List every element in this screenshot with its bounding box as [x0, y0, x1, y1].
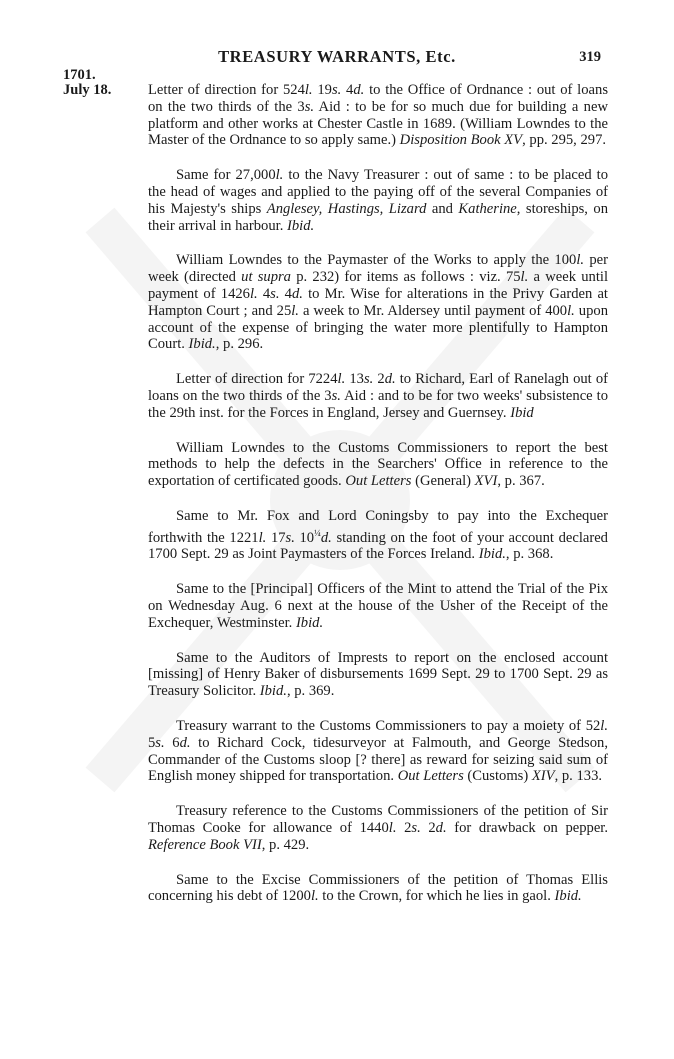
entry-text: Same to the [Principal] Officers of the Mint to attend the Trial of the Pix on Wednesday Aug. 6 next at the house of the Usher of the Receipt of the Exchequer, Westminster. [148, 581, 608, 631]
entry-text: to Richard Cock, tidesurveyor at Falmouth, and George Stedson, Commander of the Customs sloop [? there] as reward for seizing said sum of English money shipped for transportation. [148, 734, 608, 785]
entry-text: , p. 369. [286, 683, 335, 700]
warrant-entry [148, 650, 608, 700]
entry-text: for drawback on pepper. [446, 819, 609, 836]
italic-text: d. [435, 819, 447, 836]
warrant-entry [148, 371, 608, 421]
entry-text: 10 [294, 529, 315, 546]
entry-text: a week until payment of 1426 [148, 269, 608, 302]
entry-text: per week (directed [148, 252, 608, 286]
entry-text: standing on the foot of your account declared 1700 Sept. 29 as Joint Paymasters of the Forces Ireland. [148, 529, 608, 563]
entry-text: 17 [266, 529, 286, 546]
italic-text: Ibid. [478, 546, 506, 563]
italic-text: XIV [531, 768, 555, 785]
entry-text: , p. 296. [215, 336, 264, 353]
entry-text: , p. 367. [497, 473, 545, 490]
entry-text: , p. 368. [505, 546, 554, 563]
warrant-entry [148, 872, 608, 906]
italic-text: Katherine [458, 200, 517, 217]
entry-text: Treasury reference to the Customs Commissioners of the petition of Sir Thomas Cooke for allowance of 1440 [148, 803, 608, 836]
italic-text: l. [291, 302, 299, 319]
entry-text: Same for 27,000 [176, 167, 276, 184]
entry-text: , p. 429. [261, 836, 310, 853]
warrant-entry [148, 167, 608, 234]
entry-text: p. 232) for items as follows : viz. 75 [290, 269, 521, 286]
entry-text: to the Crown, for which he lies in gaol. [318, 888, 555, 905]
italic-text: Reference Book VII [148, 836, 262, 853]
italic-text: l. [275, 167, 284, 184]
warrant-entry [148, 581, 608, 631]
warrant-entry [148, 252, 608, 353]
italic-text: s. [331, 82, 342, 98]
italic-text: Disposition Book XV [399, 132, 523, 149]
page-header [0, 47, 674, 69]
entry-text: Letter of direction for 524 [148, 82, 305, 98]
entry-text: Letter of direction for 7224 [176, 371, 338, 388]
entry-text: Treasury warrant to the Customs Commissioners to pay a moiety of 52 [176, 717, 601, 734]
entry-text: 13 [345, 371, 364, 388]
italic-text: Ibid. [188, 336, 216, 353]
italic-text: Ibid. [295, 614, 324, 631]
entry-text: a week to Mr. Aldersey until payment of 400 [298, 302, 568, 319]
italic-text: d. [179, 734, 191, 751]
entry-text: Aid : to be for so much due for building a new platform and other works at Chester Castle in 1689. (William Lowndes to the Master of the Ordnance to so apply same.) [148, 98, 608, 149]
entry-text: Aid : and to be for two weeks' subsistence to the 29th inst. for the Forces in England, Jersey and Guernsey. [148, 387, 608, 421]
italic-text: s. [285, 529, 295, 546]
italic-text: l. [249, 285, 258, 302]
page-number: 319 [579, 49, 601, 65]
italic-text: Out Letters [397, 768, 464, 785]
italic-text: l. [258, 529, 267, 546]
italic-text: d. [353, 82, 365, 98]
entry-text: 6 [164, 734, 180, 751]
entry-text: 2 [373, 371, 385, 388]
entry-text: and [426, 200, 459, 217]
entry-text: 4 [279, 285, 292, 302]
italic-text: s. [270, 285, 280, 302]
entries-column [148, 82, 608, 923]
entry-text: Same to the Excise Commissioners of the petition of Thomas Ellis concerning his debt of 1200 [148, 871, 608, 905]
italic-text: l. [388, 819, 397, 836]
entry-text: to Richard, Earl of Ranelagh out of loans on the two thirds of the 3 [148, 371, 608, 404]
entry-text: to Mr. Wise for alterations in the Privy Garden at Hampton Court ; and 25 [148, 285, 608, 319]
entry-text: 4 [257, 285, 271, 302]
italic-text: l. [337, 371, 346, 388]
italic-text: l. [304, 82, 313, 98]
italic-text: s. [331, 387, 341, 404]
warrant-entry [148, 803, 608, 853]
entry-text: , storeships, on their arrival in harbour. [148, 200, 609, 234]
entry-text: Same to the Auditors of Imprests to report on the enclosed account [missing] of Henry Baker of disbursements 1699 Sept. 29 to 1700 Sept. 29 as Treasury Solicitor. [148, 649, 608, 700]
warrant-entry [148, 82, 608, 149]
entry-text: William Lowndes to the Customs Commissioners to report the best methods to help the defects in the Searchers' Office in reference to the exportation of certificated goods. [148, 439, 608, 490]
entry-text: (Customs) [463, 768, 532, 785]
italic-text: s. [155, 734, 165, 751]
italic-text: ut supra [241, 269, 291, 286]
italic-text: d. [384, 371, 396, 388]
entry-text: to the Office of Ordnance : out of loans on the two thirds of the 3 [148, 82, 608, 115]
warrant-entry [148, 440, 608, 490]
entry-text: William Lowndes to the Paymaster of the Works to apply the 100 [176, 252, 577, 269]
italic-text: d. [320, 529, 332, 546]
italic-text: l. [567, 302, 575, 319]
entry-text: , pp. 295, 297. [522, 132, 607, 149]
italic-text: l. [576, 252, 585, 269]
italic-text: Out Letters [345, 473, 412, 490]
italic-text: Ibid. [259, 683, 287, 700]
entry-text: 19 [312, 82, 332, 98]
fraction-text: ¼ [314, 527, 321, 538]
italic-text: d. [291, 285, 303, 302]
italic-text: s. [304, 98, 315, 115]
italic-text: Ibid. [554, 888, 582, 905]
entry-text: 2 [420, 819, 436, 836]
italic-text: l. [310, 888, 319, 905]
entry-text: to the Navy Treasurer : out of same : to be placed to the head of wages and applied to the paying off of the several Companies of his Majesty's ships [148, 167, 608, 217]
entry-text: 2 [396, 819, 412, 836]
margin-year: 1701. [63, 67, 96, 83]
margin-day: July 18. [63, 82, 112, 98]
italic-text: Anglesey, Hastings, Lizard [266, 200, 427, 217]
warrant-entry [148, 508, 608, 563]
italic-text: l. [600, 717, 608, 734]
italic-text: l. [520, 269, 529, 286]
entry-text: Same to Mr. Fox and Lord Coningsby to pay into the Exchequer forthwith the 1221 [148, 507, 608, 546]
italic-text: s. [411, 819, 421, 836]
italic-text: XVI [474, 473, 498, 490]
entry-text: upon account of the expense of bringing the water more plentifully to Hampton Court. [148, 302, 608, 353]
running-title: TREASURY WARRANTS, Etc. [218, 47, 456, 66]
italic-text: Ibid. [287, 217, 315, 234]
italic-text: s. [363, 371, 374, 388]
entry-text: (General) [411, 473, 475, 490]
entry-text: 5 [148, 734, 156, 751]
italic-text: Ibid [510, 404, 534, 421]
entry-text: 4 [341, 82, 354, 98]
entry-text: , p. 133. [554, 768, 603, 785]
warrant-entry [148, 718, 608, 785]
